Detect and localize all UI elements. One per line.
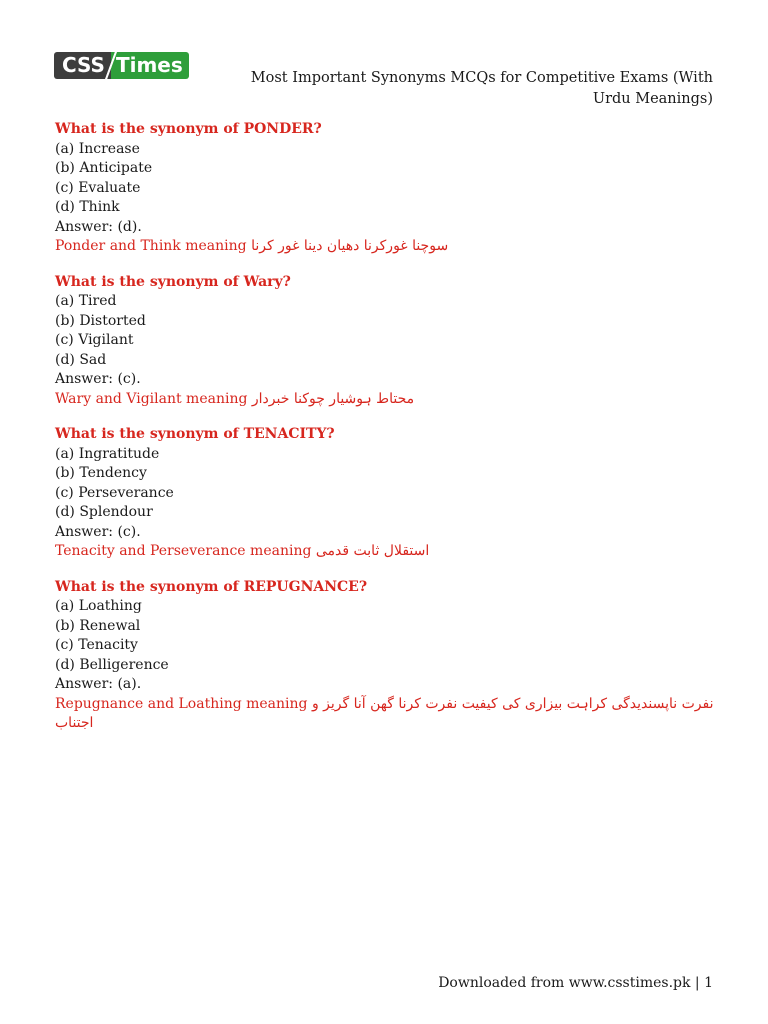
answer-text: Answer: (c). <box>55 371 141 387</box>
option-b: (b) Renewal <box>55 617 141 634</box>
question-block-3 <box>55 425 715 562</box>
option-d: (d) Splendour <box>55 504 153 520</box>
option-a: (a) Ingratitude <box>55 445 160 462</box>
question-text: What is the synonym of TENACITY? <box>55 426 335 442</box>
option-d: (d) Belligerence <box>55 656 169 673</box>
logo-css-text: CSS <box>54 52 111 79</box>
meaning-text: Tenacity and Perseverance meaning استقلال ثابت قدمی <box>55 543 430 559</box>
document-title: Most Important Synonyms MCQs for Competitive Exams (With Urdu Meanings) <box>250 70 713 107</box>
meaning-text: Repugnance and Loathing meaning نفرت ناپسندیدگی کراہت بیزاری کی کیفیت نفرت کرنا گھن آنا گریز و اجتناب <box>55 695 714 731</box>
option-a: (a) Loathing <box>55 598 142 614</box>
logo-times-text: Times <box>111 52 189 79</box>
question-text: What is the synonym of Wary? <box>55 273 291 290</box>
page-footer: Downloaded from www.csstimes.pk | 1 <box>438 975 713 991</box>
option-b: (b) Distorted <box>55 312 146 329</box>
meaning-text: Ponder and Think meaning سوچنا غورکرنا دھیان دینا غور کرنا <box>55 238 449 254</box>
option-c: (c) Tenacity <box>55 637 138 653</box>
mcq-list <box>55 120 715 750</box>
question-text: What is the synonym of REPUGNANCE? <box>55 578 368 595</box>
option-c: (c) Evaluate <box>55 179 141 196</box>
question-block-4 <box>55 578 715 734</box>
option-d: (d) Think <box>55 199 120 215</box>
answer-text: Answer: (d). <box>55 218 142 235</box>
option-c: (c) Perseverance <box>55 484 174 501</box>
site-logo <box>54 52 189 79</box>
option-b: (b) Anticipate <box>55 160 153 176</box>
option-c: (c) Vigilant <box>55 332 134 348</box>
answer-text: Answer: (c). <box>55 523 141 540</box>
meaning-text: Wary and Vigilant meaning محتاط ہوشیار چوکنا خبردار <box>55 390 415 407</box>
option-d: (d) Sad <box>55 351 107 368</box>
option-b: (b) Tendency <box>55 465 147 481</box>
question-block-2 <box>55 273 715 410</box>
question-text: What is the synonym of PONDER? <box>55 121 322 137</box>
option-a: (a) Tired <box>55 293 117 309</box>
question-block-1 <box>55 120 715 257</box>
option-a: (a) Increase <box>55 140 140 157</box>
answer-text: Answer: (a). <box>55 676 142 692</box>
